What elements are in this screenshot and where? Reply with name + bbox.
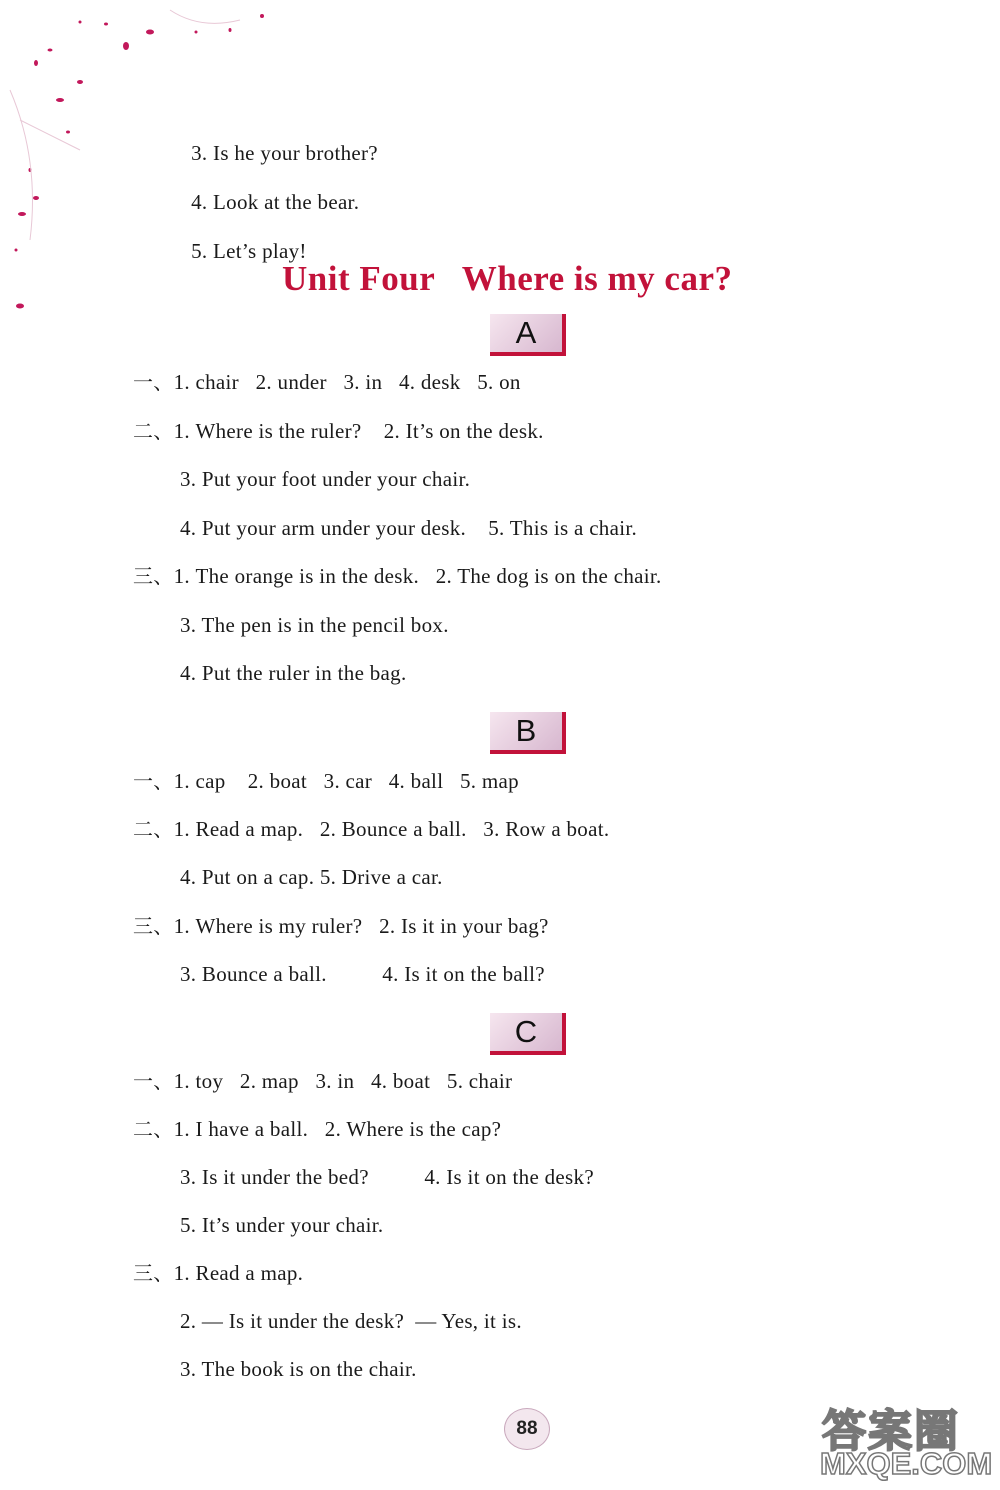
section-b-label: B (490, 712, 566, 754)
answer-line: 二、1. I have a ball. 2. Where is the cap? (133, 1117, 502, 1141)
watermark-logo: 答案圈 (822, 1406, 960, 1457)
answer-line: 三、1. Read a map. (133, 1261, 304, 1285)
answer-line: 5. Let’s play! (191, 239, 307, 263)
section-c-label: C (490, 1013, 566, 1055)
answer-line: 二、1. Read a map. 2. Bounce a ball. 3. Row a boat. (133, 817, 610, 841)
section-a-label: A (490, 314, 566, 356)
answer-line: 3. The book is on the chair. (180, 1357, 417, 1381)
answer-line: 三、1. The orange is in the desk. 2. The dog is on the chair. (133, 564, 662, 588)
answer-line: 二、1. Where is the ruler? 2. It’s on the desk. (133, 419, 544, 443)
answer-line: 2. — Is it under the desk? — Yes, it is. (180, 1309, 522, 1333)
answer-line: 3. Is it under the bed? 4. Is it on the desk? (180, 1165, 594, 1189)
answer-line: 3. Put your foot under your chair. (180, 467, 471, 491)
answer-line: 4. Put your arm under your desk. 5. This is a chair. (180, 516, 638, 540)
answer-line: 4. Put on a cap. 5. Drive a car. (180, 865, 443, 889)
answer-line: 一、1. cap 2. boat 3. car 4. ball 5. map (133, 769, 519, 793)
answer-line: 3. Is he your brother? (191, 141, 378, 165)
answer-line: 4. Look at the bear. (191, 190, 360, 214)
page-number: 88 (504, 1408, 550, 1450)
unit-title: Unit Four Where is my car? (282, 259, 733, 298)
answer-line: 4. Put the ruler in the bag. (180, 661, 407, 685)
answer-line: 3. Bounce a ball. 4. Is it on the ball? (180, 962, 545, 986)
watermark-url: MXQE.COM (820, 1446, 993, 1481)
answer-line: 5. It’s under your chair. (180, 1213, 384, 1237)
answer-line: 3. The pen is in the pencil box. (180, 613, 449, 637)
answer-line: 三、1. Where is my ruler? 2. Is it in your bag? (133, 914, 549, 938)
answer-line: 一、1. toy 2. map 3. in 4. boat 5. chair (133, 1069, 513, 1093)
answer-line: 一、1. chair 2. under 3. in 4. desk 5. on (133, 370, 521, 394)
